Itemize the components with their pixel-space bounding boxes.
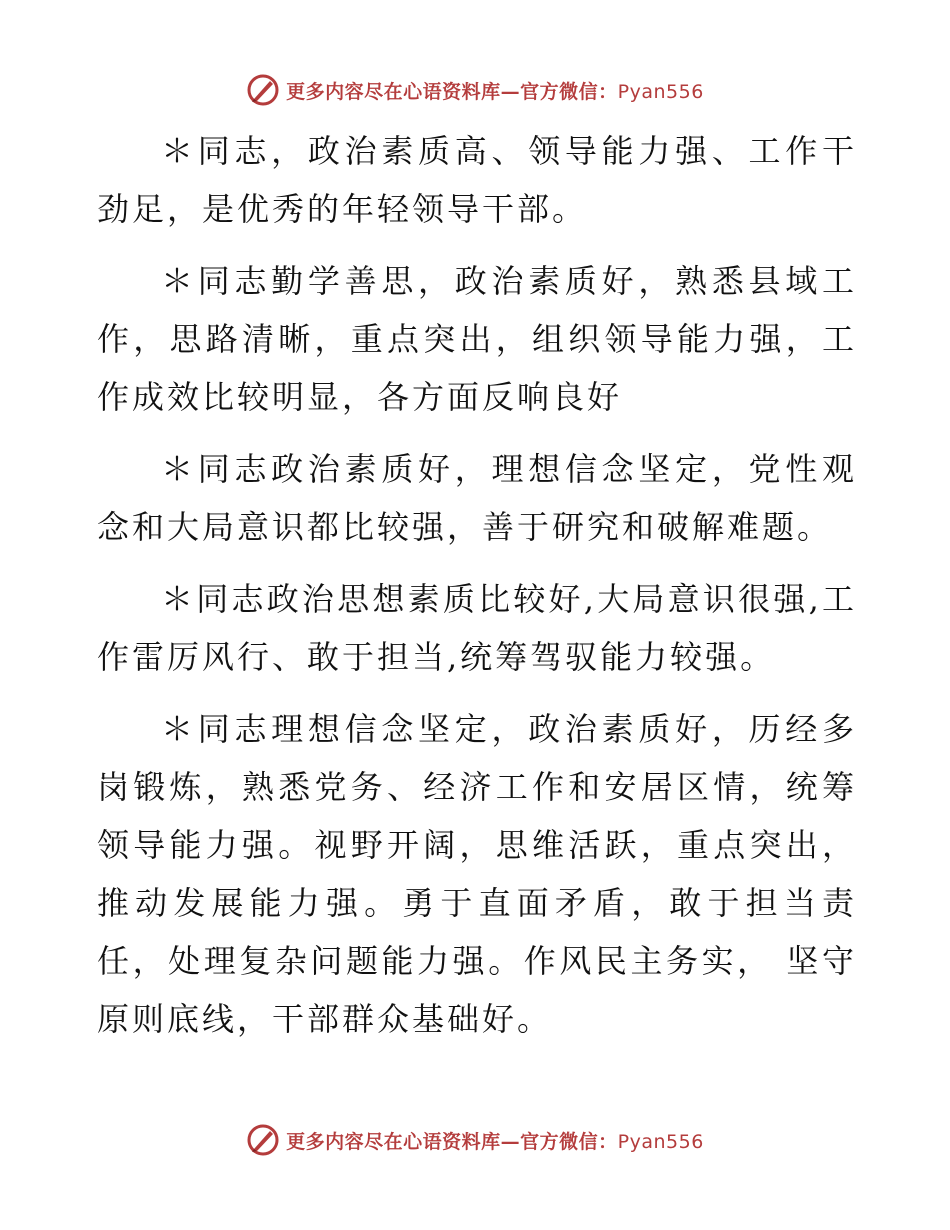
paragraph-3: ＊同志政治素质好，理想信念坚定，党性观念和大局意识都比较强，善于研究和破解难题。 (97, 450, 857, 546)
watermark-text: 更多内容尽在心语资料库—官方微信：Pyan556 (286, 80, 704, 103)
wechat-id: Pyan556 (617, 80, 704, 103)
quill-pen-logo-icon (246, 1123, 280, 1157)
header-watermark (0, 70, 950, 110)
paragraph-5: ＊同志理想信念坚定，政治素质好，历经多岗锻炼，熟悉党务、经济工作和安居区情，统筹领导能力强。视野开阔，思维活跃，重点突出，推动发展能力强。勇于直面矛盾，敢于担当责任，处理复杂问题能力强。作风民主务实， 坚守原则底线，干部群众基础好。 (97, 710, 857, 1038)
wechat-id: Pyan556 (617, 1130, 704, 1153)
paragraph-4: ＊同志政治思想素质比较好,大局意识很强,工作雷厉风行、敢于担当,统筹驾驭能力较强。 (97, 580, 857, 676)
footer-watermark (0, 1120, 950, 1160)
quill-pen-logo-icon (246, 73, 280, 107)
document-body (97, 122, 857, 1062)
paragraph-2: ＊同志勤学善思，政治素质好，熟悉县域工作，思路清晰，重点突出，组织领导能力强，工作成效比较明显，各方面反响良好 (97, 262, 857, 416)
watermark-text: 更多内容尽在心语资料库—官方微信：Pyan556 (286, 1130, 704, 1153)
paragraph-1: ＊同志，政治素质高、领导能力强、工作干劲足，是优秀的年轻领导干部。 (97, 132, 857, 228)
